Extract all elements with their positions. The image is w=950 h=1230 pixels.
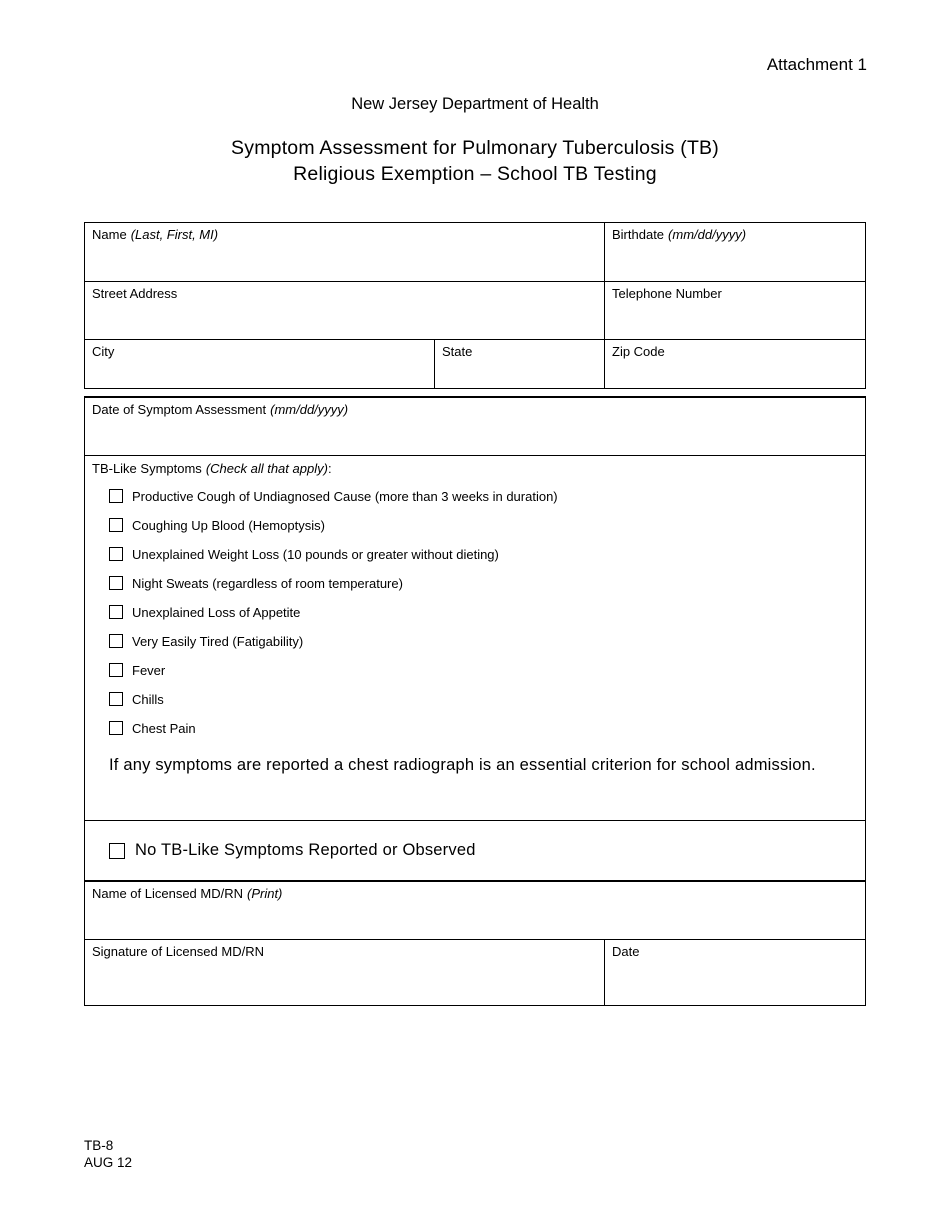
symptom-row-weight-loss: [109, 547, 858, 561]
md-rn-signature-label: Signature of Licensed MD/RN: [92, 944, 264, 959]
street-address-field[interactable]: [85, 282, 604, 339]
md-rn-name-field[interactable]: [85, 882, 865, 940]
city-label: City: [92, 344, 115, 359]
department-title: New Jersey Department of Health: [351, 95, 599, 113]
symptom-label: Unexplained Loss of Appetite: [132, 604, 301, 620]
md-rn-name-label: Name of Licensed MD/RN: [92, 886, 243, 901]
checkbox-icon[interactable]: [109, 489, 123, 503]
telephone-field[interactable]: [604, 282, 865, 339]
symptom-row-easily-tired: [109, 634, 858, 648]
checkbox-icon[interactable]: [109, 843, 125, 859]
assessment-date-label: Date of Symptom Assessment: [92, 402, 267, 417]
symptom-row-fever: [109, 663, 858, 677]
name-field[interactable]: [85, 223, 604, 281]
symptom-label: Chills: [132, 691, 164, 707]
street-address-label: Street Address: [92, 286, 178, 301]
name-label: Name: [92, 227, 127, 242]
symptoms-suffix: :: [327, 461, 332, 476]
symptom-row-night-sweats: [109, 576, 858, 590]
symptom-label: Coughing Up Blood (Hemoptysis): [132, 517, 325, 533]
date-field[interactable]: [604, 940, 865, 1005]
birthdate-field[interactable]: [604, 223, 865, 281]
state-field[interactable]: [434, 340, 604, 388]
name-hint: (Last, First, MI): [130, 227, 219, 242]
assessment-date-hint: (mm/dd/yyyy): [270, 402, 349, 417]
symptom-label: Unexplained Weight Loss (10 pounds or greater without dieting): [132, 546, 499, 562]
attachment-label: Attachment 1: [766, 55, 867, 74]
form-footer: [84, 1137, 132, 1171]
city-field[interactable]: [85, 340, 434, 388]
symptom-label: Night Sweats (regardless of room temperature): [132, 575, 403, 591]
assessment-date-field[interactable]: [85, 398, 865, 456]
birthdate-hint: (mm/dd/yyyy): [668, 227, 747, 242]
checkbox-icon[interactable]: [109, 605, 123, 619]
radiograph-note: If any symptoms are reported a chest radiograph is an essential criterion for school admission.: [109, 756, 816, 774]
symptom-row-productive-cough: [109, 489, 858, 503]
symptoms-header: [92, 461, 858, 476]
telephone-label: Telephone Number: [612, 286, 722, 301]
symptoms-label: TB-Like Symptoms: [92, 461, 202, 476]
birthdate-label: Birthdate: [612, 227, 665, 242]
symptoms-hint: (Check all that apply): [205, 461, 328, 476]
table-row: [85, 940, 865, 1005]
form-title-line1: Symptom Assessment for Pulmonary Tuberculosis (TB): [231, 137, 719, 159]
form-number: TB-8: [84, 1138, 114, 1153]
assessment-table: [84, 396, 866, 1006]
symptom-row-chills: [109, 692, 858, 706]
symptom-row-chest-pain: [109, 721, 858, 735]
table-row: [85, 223, 865, 282]
checkbox-icon[interactable]: [109, 663, 123, 677]
symptom-label: Fever: [132, 662, 166, 678]
form-body: [84, 222, 866, 1006]
form-revision-date: AUG 12: [84, 1155, 133, 1170]
md-rn-signature-field[interactable]: [85, 940, 604, 1005]
form-title-line2: Religious Exemption – School TB Testing: [293, 162, 657, 185]
table-row: [85, 340, 865, 388]
zip-field[interactable]: [604, 340, 865, 388]
checkbox-icon[interactable]: [109, 692, 123, 706]
symptom-label: Very Easily Tired (Fatigability): [132, 633, 304, 649]
checkbox-icon[interactable]: [109, 721, 123, 735]
checkbox-icon[interactable]: [109, 518, 123, 532]
demographics-table: [84, 222, 866, 389]
no-symptoms-row: [85, 821, 865, 882]
date-label: Date: [612, 944, 640, 959]
symptom-row-coughing-blood: [109, 518, 858, 532]
symptom-label: Productive Cough of Undiagnosed Cause (more than 3 weeks in duration): [132, 488, 558, 504]
symptom-label: Chest Pain: [132, 720, 196, 736]
zip-label: Zip Code: [612, 344, 665, 359]
checkbox-icon[interactable]: [109, 576, 123, 590]
checkbox-icon[interactable]: [109, 634, 123, 648]
symptom-row-loss-of-appetite: [109, 605, 858, 619]
md-rn-name-hint: (Print): [247, 886, 283, 901]
checkbox-icon[interactable]: [109, 547, 123, 561]
no-symptoms-label: No TB-Like Symptoms Reported or Observed: [135, 841, 476, 859]
symptoms-section: [85, 456, 865, 821]
form-title: [0, 136, 950, 187]
state-label: State: [442, 344, 473, 359]
table-row: [85, 282, 865, 340]
